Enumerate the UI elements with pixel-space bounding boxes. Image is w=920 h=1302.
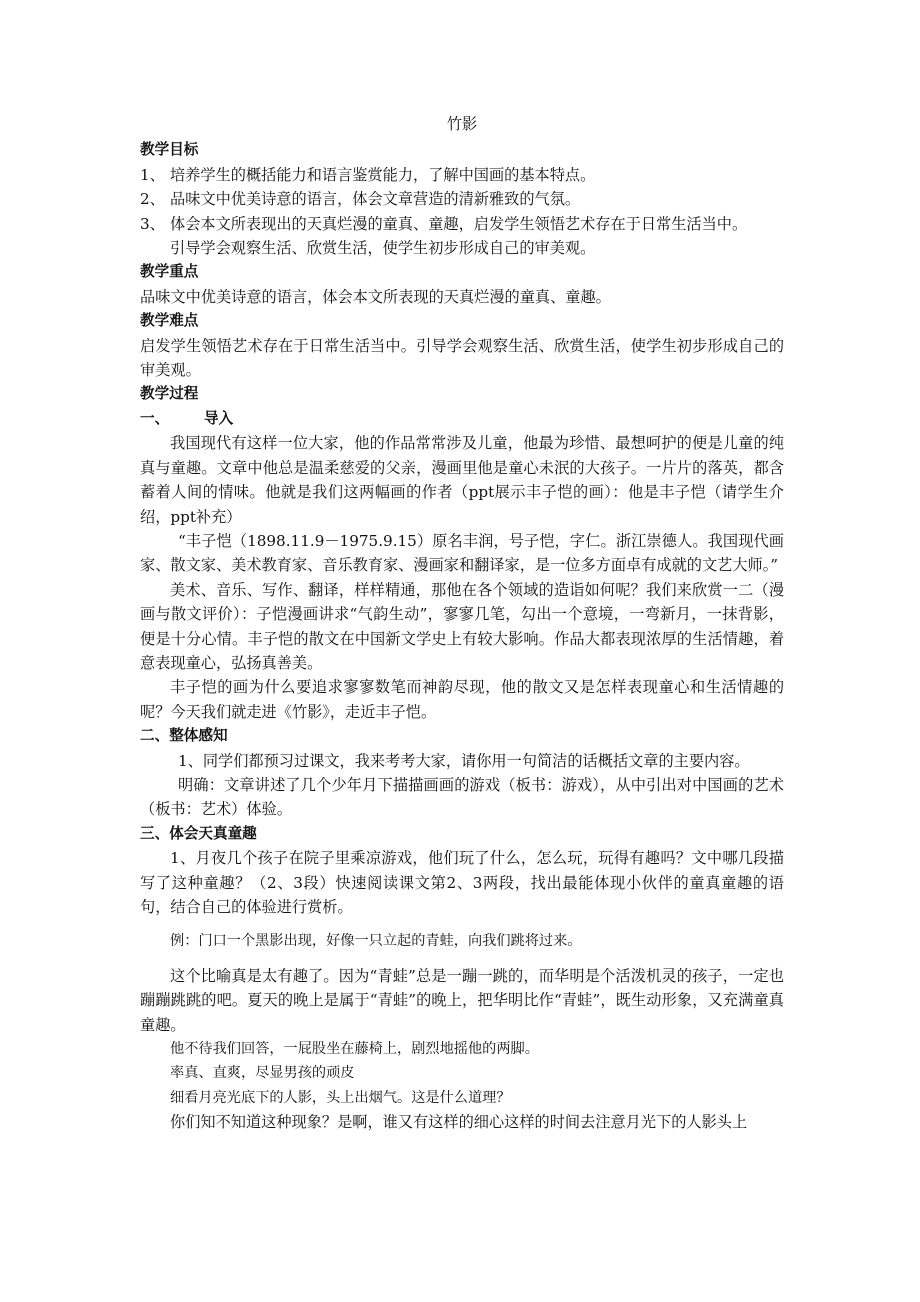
section-3-quote-2: 细看月亮光底下的人影，头上出烟气。这是什么道理？ xyxy=(170,1089,511,1106)
section-1-heading xyxy=(140,407,784,431)
spacer xyxy=(140,919,784,929)
key-points-text: 品味文中优美诗意的语言，体会本文所表现的天真烂漫的童真、童趣。 xyxy=(140,287,611,306)
goal-number: 3、 xyxy=(140,214,165,233)
key-points-heading: 教学重点 xyxy=(140,263,199,281)
spacer xyxy=(140,954,784,964)
section-3-paragraph-2: 这个比喻真是太有趣了。因为“青蛙”总是一蹦一跳的，而华明是个活泼机灵的孩子，一定也蹦蹦跳跳的吧。夏天的晚上是属于“青蛙”的晚上，把华明比作“青蛙”，既生动形象，又充满童真童趣。 xyxy=(140,966,784,1034)
section-2-paragraph-2: 明确：文章讲述了几个少年月下描描画画的游戏（板书：游戏），从中引出对中国画的艺术（板书：艺术）体验。 xyxy=(140,775,784,819)
section-1-paragraph-3: 美术、音乐、写作、翻译，样样精通，那他在各个领域的造诣如何呢？我们来欣赏一二（漫画与散文评价）：子恺漫画讲求“气韵生动”，寥寥几笔，勾出一个意境，一弯新月，一抹背影，便是十分心情。丰子恺的散文在中国新文学史上有较大影响。作品大都表现浓厚的生活情趣，着意表现童心，弘扬真善美。 xyxy=(140,580,784,672)
section-3-paragraph-3: 你们知不知道这种现象？是啊，谁又有这样的细心这样的时间去注意月光下的人影头上 xyxy=(170,1113,748,1132)
goals-heading: 教学目标 xyxy=(140,141,199,159)
document-page xyxy=(140,112,784,1135)
section-3-comment: 率真、直爽，尽显男孩的顽皮 xyxy=(170,1065,355,1082)
section-3-quote-1: 他不待我们回答，一屁股坐在藤椅上，剧烈地摇他的两脚。 xyxy=(170,1041,539,1058)
section-1-paragraph-2: “丰子恺（1898.11.9－1975.9.15）原名丰润，号子恺，字仁。浙江崇德人。我国现代画家、散文家、美术教育家、音乐教育家、漫画家和翻译家，是一位多方面卓有成就的文艺大师。” xyxy=(140,531,784,575)
goal-item-3 xyxy=(140,212,784,236)
section-3-heading: 三、体会天真童趣 xyxy=(140,824,257,842)
goal-text: 品味文中优美诗意的语言，体会文章营造的清新雅致的气氛。 xyxy=(170,190,581,209)
section-3-paragraph-1: 1、月夜几个孩子在院子里乘凉游戏，他们玩了什么，怎么玩，玩得有趣吗？文中哪几段描写了这种童趣？（2、3段）快速阅读课文第2、3两段，找出最能体现小伙伴的童真童趣的语句，结合自己的体验进行赏析。 xyxy=(140,849,784,916)
goal-item-1 xyxy=(140,163,784,187)
goal-text: 培养学生的概括能力和语言鉴赏能力，了解中国画的基本特点。 xyxy=(170,165,596,184)
goal-item-2 xyxy=(140,187,784,211)
process-heading: 教学过程 xyxy=(140,385,199,403)
goal-text: 体会本文所表现出的天真烂漫的童真、童趣，启发学生领悟艺术存在于日常生活当中。 xyxy=(170,214,748,233)
document-title: 竹影 xyxy=(446,115,478,133)
section-1-title: 导入 xyxy=(204,409,234,427)
goal-number: 1、 xyxy=(140,165,165,184)
difficulties-heading: 教学难点 xyxy=(140,312,199,330)
section-2-paragraph-1: 1、同学们都预习过课文，我来考考大家，请你用一句简洁的话概括文章的主要内容。 xyxy=(178,751,750,770)
goal-item-3-continued: 引导学会观察生活、欣赏生活，使学生初步形成自己的审美观。 xyxy=(170,239,596,258)
section-2-heading: 二、整体感知 xyxy=(140,727,228,745)
difficulties-text: 启发学生领悟艺术存在于日常生活当中。引导学会观察生活、欣赏生活，使学生初步形成自己的审美观。 xyxy=(140,336,784,380)
section-1-paragraph-4: 丰子恺的画为什么要追求寥寥数笔而神韵尽现，他的散文又是怎样表现童心和生活情趣的呢？今天我们就走进《竹影》，走近丰子恺。 xyxy=(140,678,784,721)
section-3-example: 例：门口一个黑影出现，好像一只立起的青蛙，向我们跳将过来。 xyxy=(170,933,582,950)
section-1-number: 一、 xyxy=(140,409,170,427)
goal-number: 2、 xyxy=(140,190,165,209)
section-1-paragraph-1: 我国现代有这样一位大家，他的作品常常涉及儿童，他最为珍惜、最想呵护的便是儿童的纯真与童趣。文章中他总是温柔慈爱的父亲，漫画里他是童心未泯的大孩子。一片片的落英，都含蓄着人间的情味。他就是我们这两幅画的作者（ppt展示丰子恺的画）：他是丰子恺（请学生介绍，ppt补充） xyxy=(140,434,784,526)
